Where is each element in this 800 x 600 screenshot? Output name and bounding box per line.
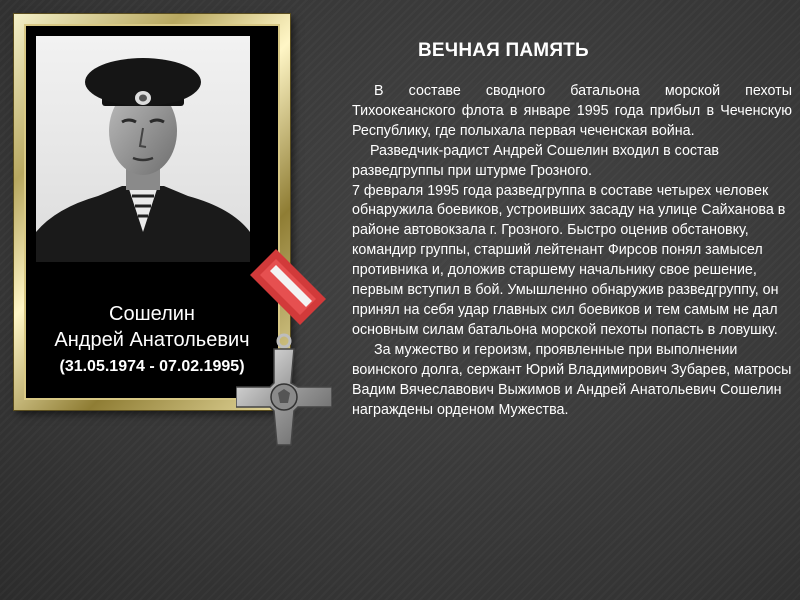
page-title: ВЕЧНАЯ ПАМЯТЬ: [418, 40, 589, 61]
paragraph-arrival: В составе сводного батальона морской пехоты Тихоокеанского флота в январе 1995 года прибыл в Чеченскую Республику, где полыхала первая чеченская война.: [352, 83, 792, 139]
paragraph-scout: Разведчик-радист Андрей Сошелин входил в состав разведгруппы при штурме Грозного.: [352, 142, 719, 179]
biography-text: [352, 82, 792, 420]
portrait-name-surname: Сошелин: [109, 303, 195, 325]
portrait-name-given: Андрей Анатольевич: [54, 329, 250, 351]
portrait-photo: [36, 36, 250, 262]
paragraph-battle: 7 февраля 1995 года разведгруппа в составе четырех человек обнаружила боевиков, устроивших засаду на улице Сайханова в районе автовокзала г. Грозного. Быстро оценив обстановку, командир группы, старший лейтенант Фирсов понял замысел противника и, доложив старшему начальнику свое решение, первым вступил в бой. Умышленно обнаружив разведгруппу, он принял на себя удар главных сил боевиков и тем самым не дал основным силам батальона морской пехоты попасть в ловушку.: [352, 182, 786, 338]
order-of-courage-medal-icon: [236, 245, 332, 453]
portrait-dates: (31.05.1974 - 07.02.1995): [59, 358, 245, 375]
paragraph-award: За мужество и героизм, проявленные при выполнении воинского долга, сержант Юрий Владимирович Зубарев, матросы Вадим Вячеславович Выжимов и Андрей Анатольевич Сошелин награждены орденом Мужества.: [352, 341, 792, 418]
sailor-portrait-image: [36, 36, 250, 262]
